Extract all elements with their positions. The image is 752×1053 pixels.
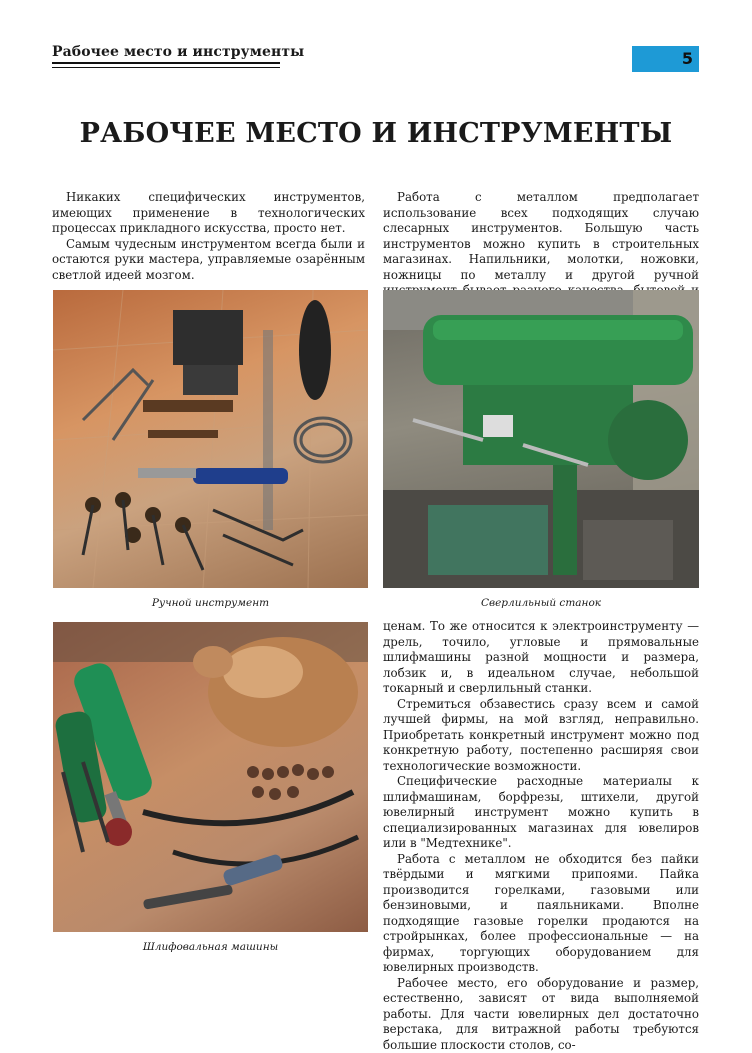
- paragraph: Рабочее место, его оборудование и размер, естественно, зависят от вида выполняемой работы. Для части ювелирных дел достаточно верстака, для витражной работы требуются большие плоскости столов, со-: [383, 976, 699, 1053]
- paragraph-continuation: ценам. То же относится к электроинструменту — дрель, точило, угловые и прямовальные шлифмашины разной мощности и размера, лобзик и, в идеальном случае, небольшой токарный и сверлильный станки.: [383, 619, 699, 697]
- paragraph: Никаких специфических инструментов, имеющих применение в технологических процессах прикладного искусства, просто нет.: [52, 190, 365, 237]
- photo-grinding-machines: [53, 622, 368, 932]
- column-left-text: [52, 190, 365, 283]
- paragraph: Самым чудесным инструментом всегда были и остаются руки мастера, управляемые озарённым светлой идеей мозгом.: [52, 237, 365, 284]
- chapter-title: РАБОЧЕЕ МЕСТО И ИНСТРУМЕНТЫ: [0, 118, 752, 149]
- header-rule: [52, 62, 280, 68]
- page-number: 5: [632, 46, 699, 72]
- paragraph: Специфические расходные материалы к шлифмашинам, борфрезы, штихели, другой ювелирный инструмент можно купить в специализированных магазинах для ювелиров или в "Медтехнике".: [383, 774, 699, 852]
- column-right-text-bottom: [383, 619, 699, 1053]
- paragraph: Работа с металлом предполагает использование всех подходящих случаю слесарных инструментов. Большую часть инструментов можно купить в строительных магазинах. Напильники, молотки, ножовки, ножницы по металлу и другой ручной: [383, 190, 699, 314]
- caption-drill-press: Сверлильный станок: [383, 597, 699, 609]
- caption-hand-tools: Ручной инструмент: [53, 597, 368, 609]
- paragraph: Работа с металлом не обходится без пайки твёрдыми и мягкими припоями. Пайка производится горелками, газовыми или бензиновыми, и паяльниками. Вполне подходящие газовые горелки продаются на стройрынках, более профессиональные — на фирмах, торгующих оборудованием для ювелирных производств.: [383, 852, 699, 976]
- running-header: Рабочее место и инструменты: [52, 44, 304, 60]
- photo-drill-press: [383, 290, 699, 588]
- paragraph: Стремиться обзавестись сразу всем и самой лучшей фирмы, на мой взгляд, неправильно. Приобретать конкретный инструмент можно под конкретную работу, постепенно расширяя свои технологические возможности.: [383, 697, 699, 775]
- photo-hand-tools: [53, 290, 368, 588]
- caption-grinding-machines: Шлифовальная машины: [53, 941, 368, 953]
